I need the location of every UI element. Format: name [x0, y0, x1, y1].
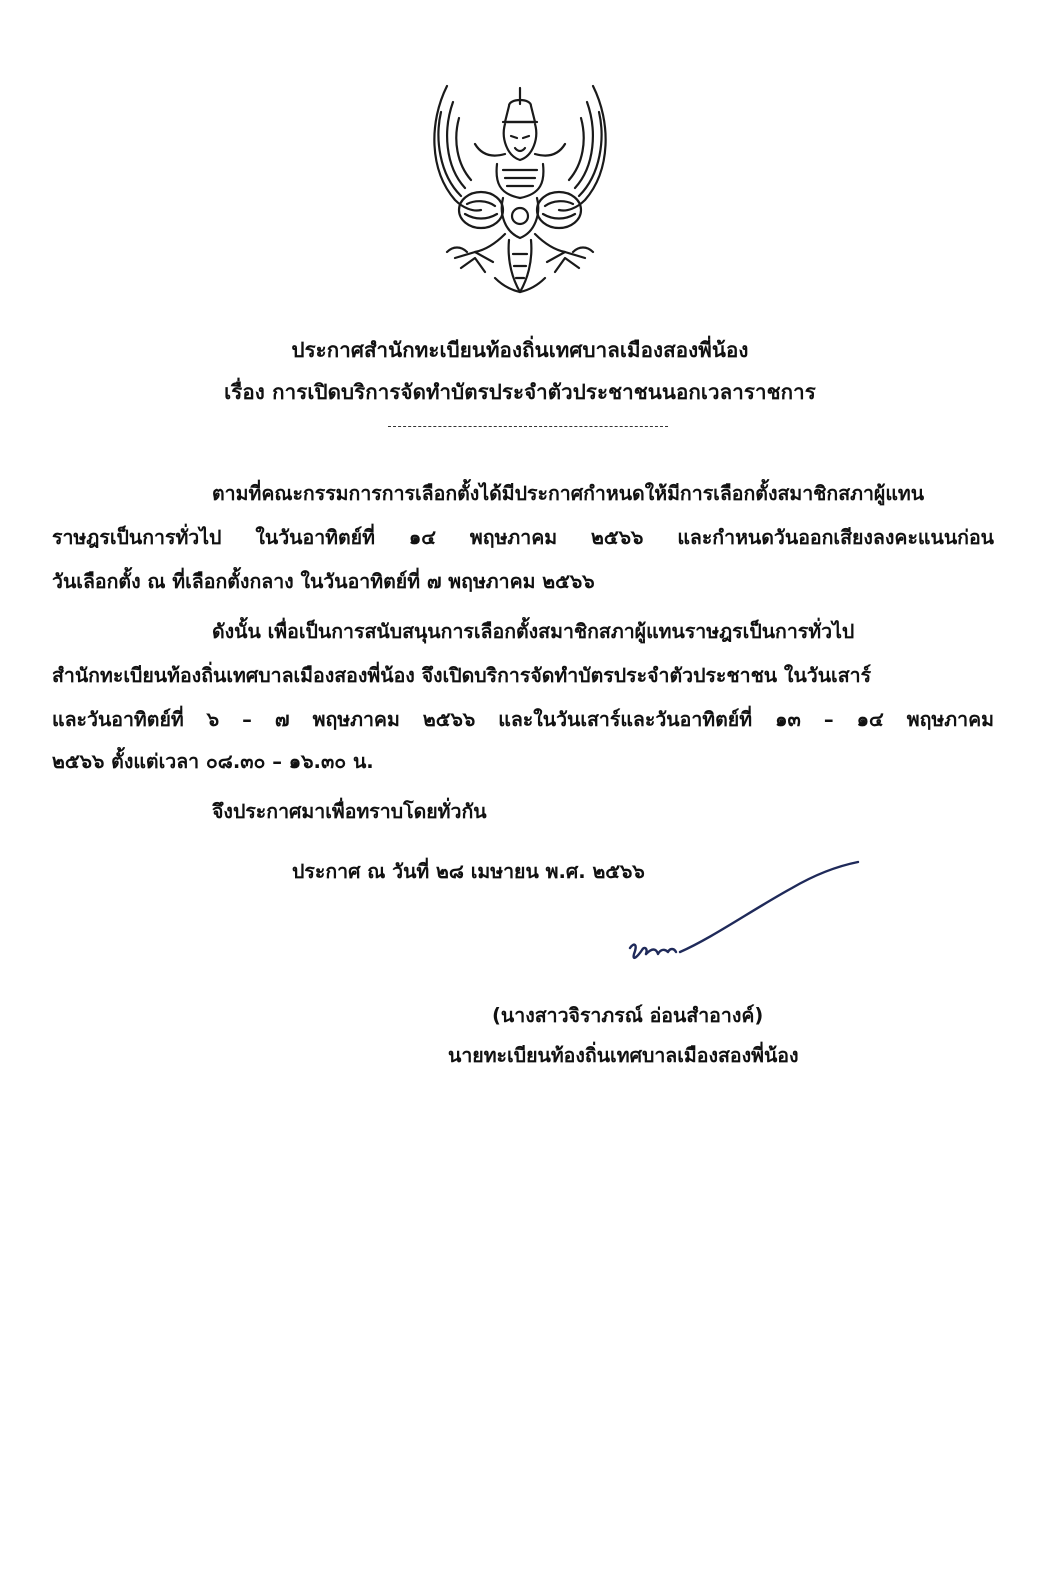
- paragraph-1-line-2: ราษฎรเป็นการทั่วไป ในวันอาทิตย์ที่ ๑๔ พฤษภาคม ๒๕๖๖ และกำหนดวันออกเสียงลงคะแนนก่อน: [52, 526, 994, 549]
- signatory-position: นายทะเบียนท้องถิ่นเทศบาลเมืองสองพี่น้อง: [448, 1044, 799, 1067]
- handwritten-signature-icon: [612, 852, 872, 982]
- closing-statement: จึงประกาศมาเพื่อทราบโดยทั่วกัน: [212, 800, 487, 823]
- paragraph-2-line-1: ดังนั้น เพื่อเป็นการสนับสนุนการเลือกตั้งสมาชิกสภาผู้แทนราษฎรเป็นการทั่วไป: [212, 620, 855, 643]
- paragraph-1-line-1: ตามที่คณะกรรมการการเลือกตั้งได้มีประกาศกำหนดให้มีการเลือกตั้งสมาชิกสภาผู้แทน: [212, 482, 925, 505]
- paragraph-2-line-3: และวันอาทิตย์ที่ ๖ – ๗ พฤษภาคม ๒๕๖๖ และในวันเสาร์และวันอาทิตย์ที่ ๑๓ – ๑๔ พฤษภาคม: [52, 708, 994, 731]
- garuda-emblem-icon: [425, 82, 615, 296]
- title-divider: [388, 426, 668, 427]
- announcement-title: ประกาศสำนักทะเบียนท้องถิ่นเทศบาลเมืองสองพี่น้อง: [291, 338, 749, 362]
- paragraph-2-line-2: สำนักทะเบียนท้องถิ่นเทศบาลเมืองสองพี่น้อง จึงเปิดบริการจัดทำบัตรประจำตัวประชาชน ในวันเสาร์: [52, 664, 872, 687]
- paragraph-2-line-4: ๒๕๖๖ ตั้งแต่เวลา ๐๘.๓๐ – ๑๖.๓๐ น.: [52, 750, 374, 773]
- paragraph-1-line-3: วันเลือกตั้ง ณ ที่เลือกตั้งกลาง ในวันอาทิตย์ที่ ๗ พฤษภาคม ๒๕๖๖: [52, 570, 595, 593]
- announcement-subject: เรื่อง การเปิดบริการจัดทำบัตรประจำตัวประชาชนนอกเวลาราชการ: [224, 380, 816, 404]
- announcement-date: ประกาศ ณ วันที่ ๒๘ เมษายน พ.ศ. ๒๕๖๖: [292, 860, 645, 883]
- signatory-name: (นางสาวจิราภรณ์ อ่อนสำอางค์): [492, 1004, 764, 1027]
